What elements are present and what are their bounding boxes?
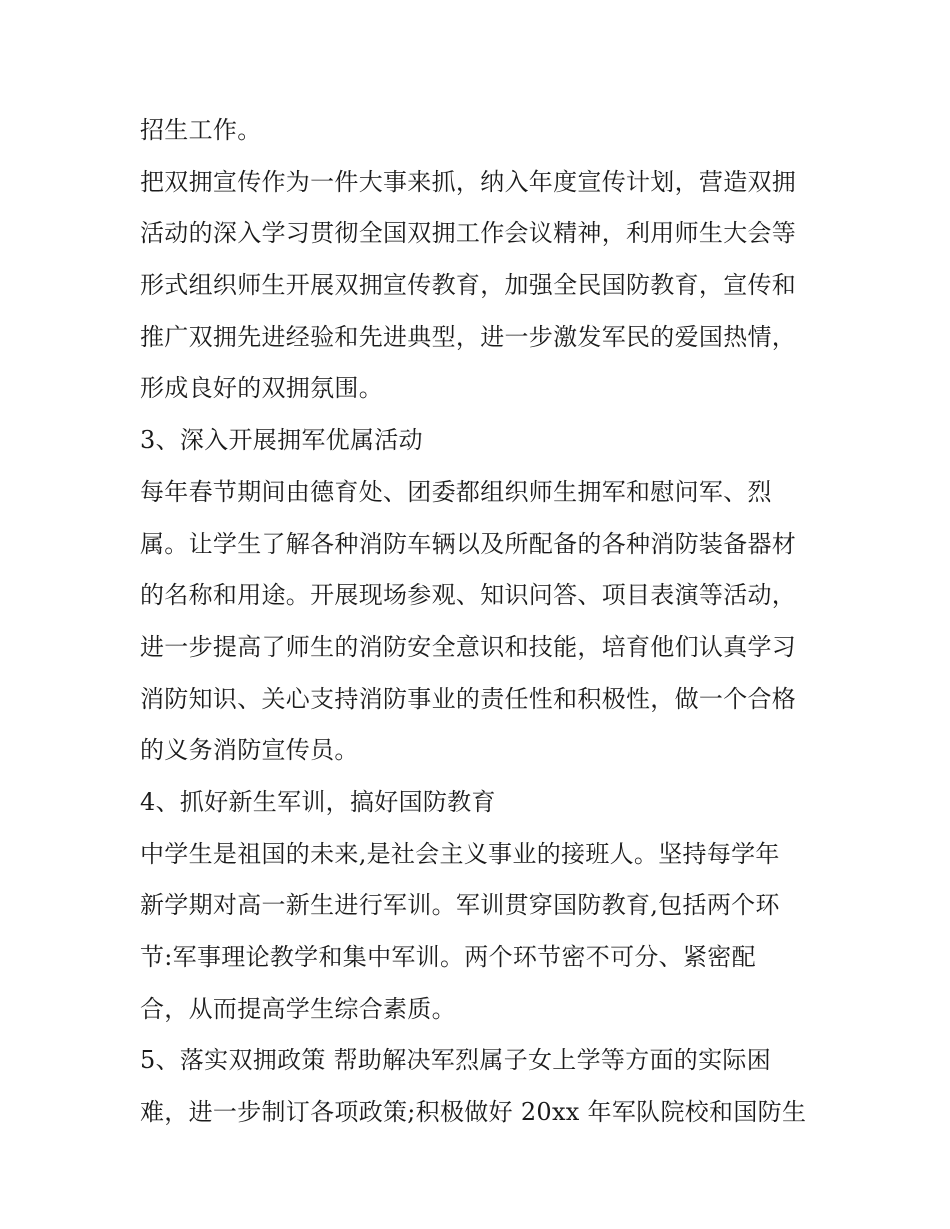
text-line: 的名称和用途。开展现场参观、知识问答、项目表演等活动， [140, 581, 797, 610]
text-line: 形成良好的双拥氛围。 [140, 374, 383, 403]
text-line: 节:军事理论教学和集中军训。两个环节密不可分、紧密配 [140, 943, 756, 971]
text-line: 推广双拥先进经验和先进典型，进一步激发军民的爱国热情， [140, 322, 797, 351]
text-line: 合，从而提高学生综合素质。 [140, 994, 456, 1023]
text-line: 每年春节期间由德育处、团委都组织师生拥军和慰问军、烈 [140, 477, 772, 506]
text-line: 把双拥宣传作为一件大事来抓，纳入年度宣传计划，营造双拥 [140, 167, 797, 196]
text-line: 招生工作。 [140, 116, 262, 144]
document-body [140, 110, 830, 1144]
section-heading: 5、落实双拥政策 帮助解决军烈属子女上学等方面的实际困 [140, 1046, 771, 1075]
text-line: 新学期对高一新生进行军训。军训贯穿国防教育,包括两个环 [140, 891, 780, 920]
text-line: 形式组织师生开展双拥宣传教育，加强全民国防教育，宣传和 [140, 271, 797, 300]
text-line: 的义务消防宣传员。 [140, 736, 359, 765]
text-line: 活动的深入学习贯彻全国双拥工作会议精神，利用师生大会等 [140, 219, 797, 248]
section-heading: 4、抓好新生军训，搞好国防教育 [140, 787, 496, 816]
text-line: 属。让学生了解各种消防车辆以及所配备的各种消防装备器材 [140, 529, 797, 558]
section-heading: 3、深入开展拥军优属活动 [140, 426, 423, 455]
text-line: 进一步提高了师生的消防安全意识和技能，培育他们认真学习 [140, 632, 797, 661]
text-line: 中学生是祖国的未来,是社会主义事业的接班人。坚持每学年 [140, 839, 780, 868]
text-line: 难，进一步制订各项政策;积极做好 20xx 年军队院校和国防生 [140, 1098, 807, 1127]
text-line: 消防知识、关心支持消防事业的责任性和积极性，做一个合格 [140, 684, 797, 713]
